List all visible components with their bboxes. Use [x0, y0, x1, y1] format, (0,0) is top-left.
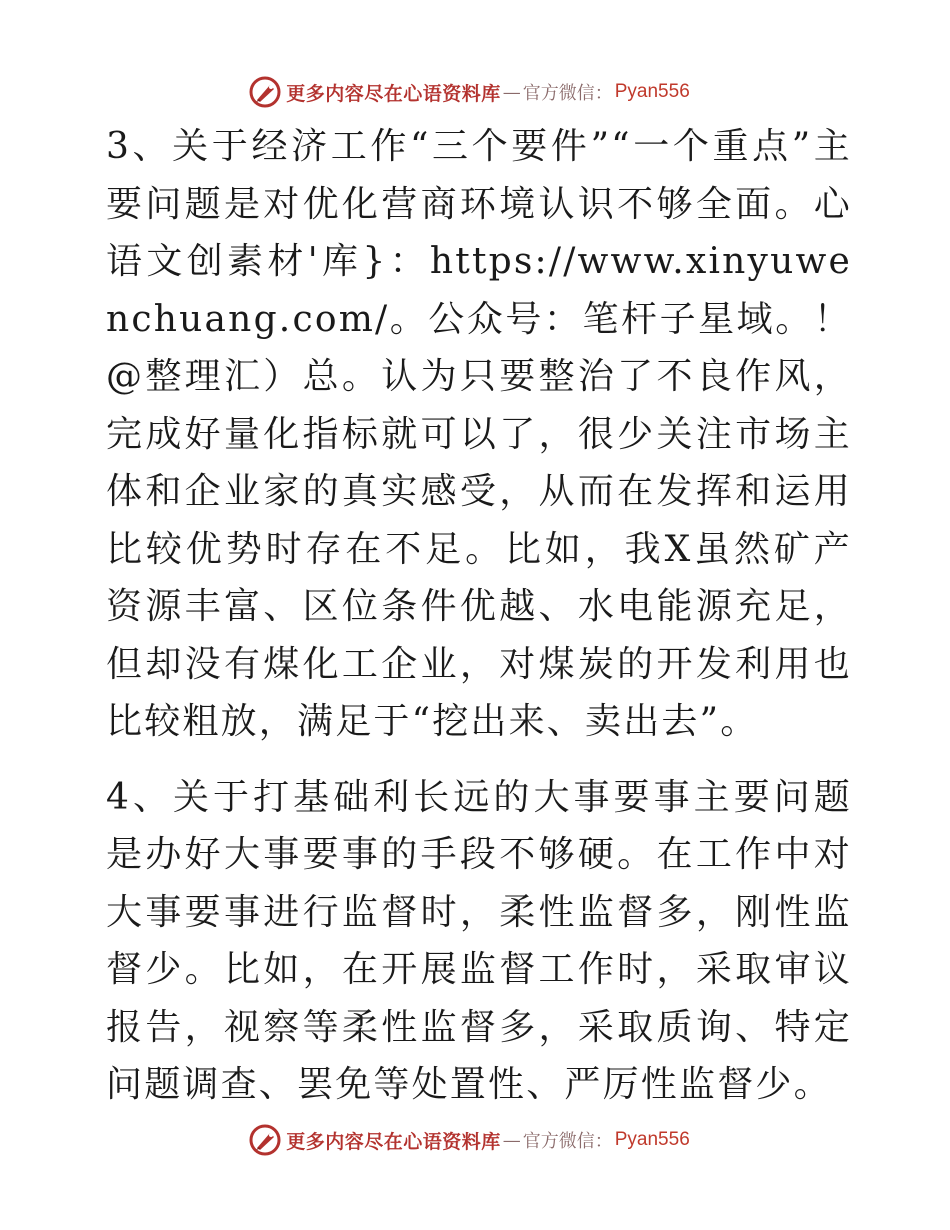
official-wechat-label: 官方微信： [522, 1131, 613, 1152]
official-wechat-label: 官方微信： [522, 83, 613, 104]
wechat-id: Pyan556 [614, 81, 690, 102]
footer-banner-inner [248, 1123, 690, 1157]
footer-banner [0, 1120, 950, 1160]
paragraph-spacer [98, 751, 852, 769]
pen-nib-logo-icon [248, 1123, 282, 1157]
paragraph-4: 4、关于打基础利长远的大事要事主要问题是办好大事要事的手段不够硬。在工作中对大事要事进行监督时，柔性监督多，刚性监督少。比如，在开展监督工作时，采取审议报告，视察等柔性监督多，采取质询、特定问题调查、罢免等处置性、严厉性监督少。 [106, 776, 852, 1105]
header-banner-inner [248, 75, 690, 109]
pen-nib-logo-icon [248, 75, 282, 109]
paragraph-3: 3、关于经济工作“三个要件”“一个重点”主要问题是对优化营商环境认识不够全面。心语文创素材'库}：https://www.xinyuwenchuang.com/。公众号：笔杆子星域。！@整理汇）总。认为只要整治了不良作风，完成好量化指标就可以了，很少关注市场主体和企业家的真实感受，从而在发挥和运用比较优势时存在不足。比如，我X虽然矿产资源丰富、区位条件优越、水电能源充足，但却没有煤化工企业，对煤炭的开发利用也比较粗放，满足于“挖出来、卖出去”。 [106, 126, 852, 742]
header-banner [0, 72, 950, 112]
document-body [98, 118, 852, 1114]
banner-separator: — [502, 81, 521, 103]
wechat-id: Pyan556 [614, 1129, 690, 1150]
banner-separator: — [502, 1129, 521, 1151]
brand-text: 更多内容尽在心语资料库 [286, 1130, 501, 1153]
brand-text: 更多内容尽在心语资料库 [286, 82, 501, 105]
